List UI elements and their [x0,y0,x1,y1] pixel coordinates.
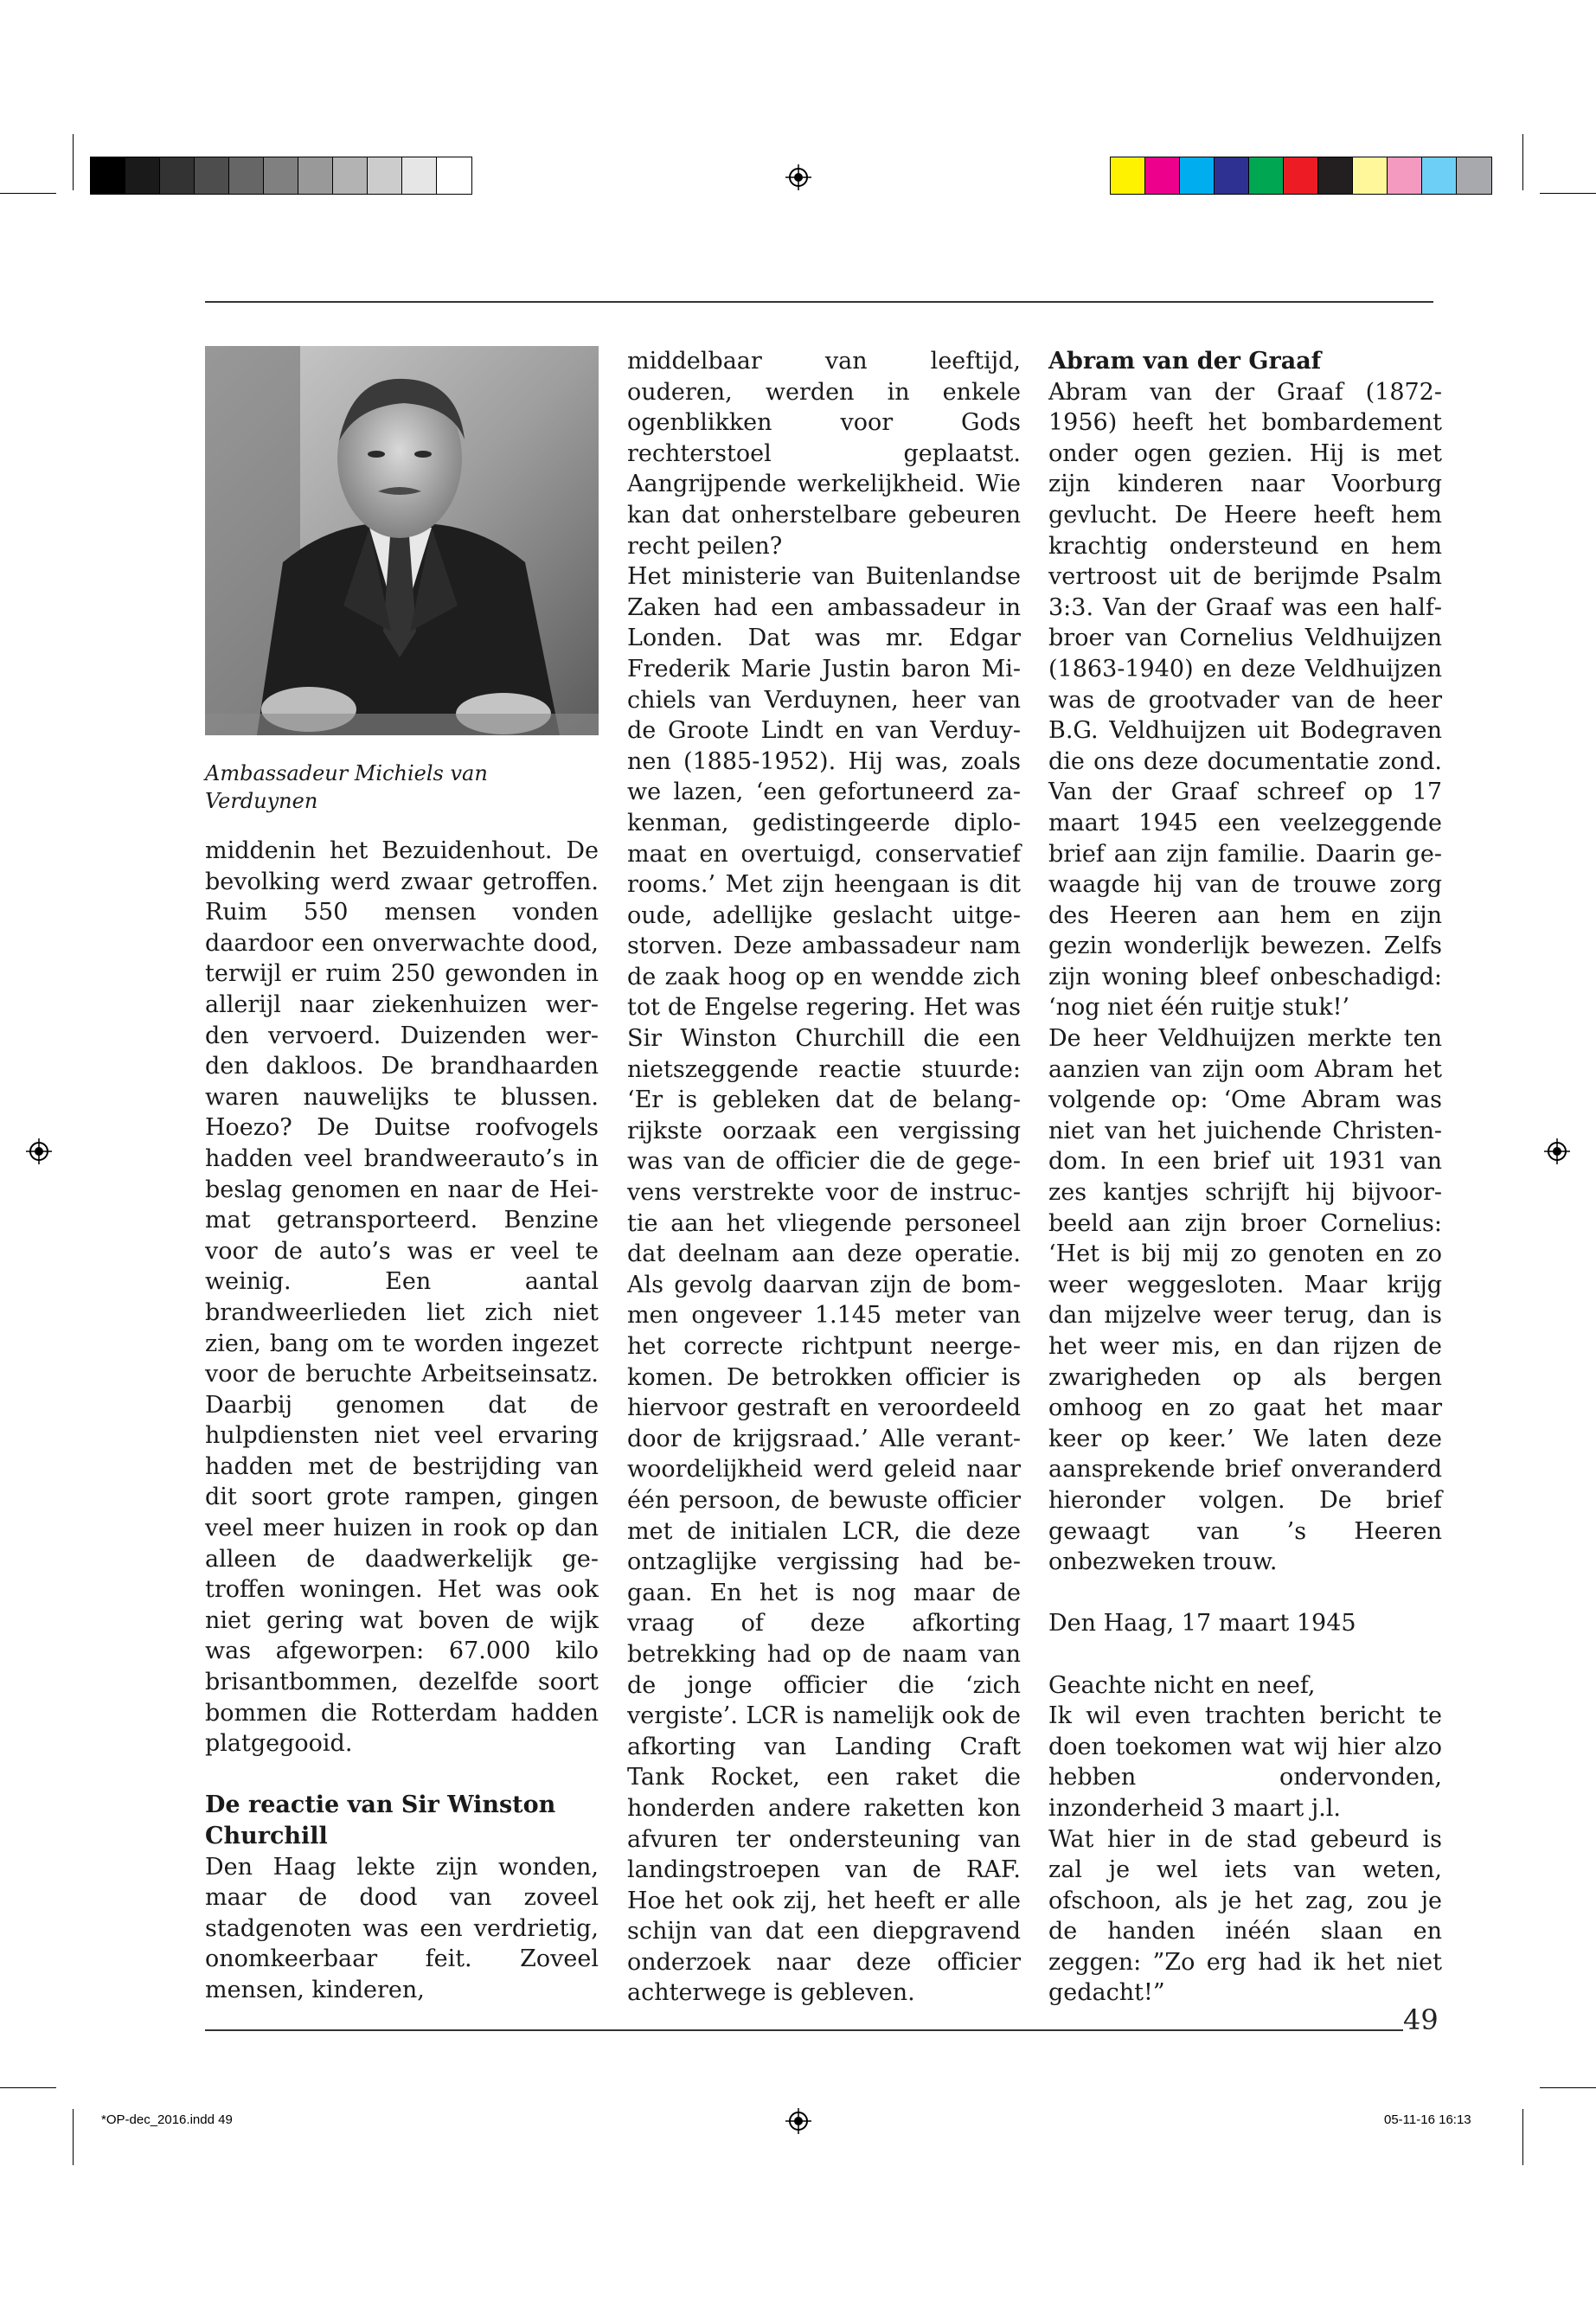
color-swatch [1145,157,1180,194]
color-swatch [437,157,471,194]
color-swatch [229,157,264,194]
slug-datetime: 05-11-16 16:13 [1384,2112,1471,2127]
registration-mark-icon [785,2108,811,2134]
column-1 [205,346,599,2006]
registration-mark-icon [26,1138,52,1164]
portrait-photo [205,346,599,735]
body-paragraph: middenin het Bezuidenhout. De bevolking werd zwaar getroffen. Ruim 550 mensen vonden daardoor een onverwachte dood, terwijl er ruim 250 gewonden in allerijl naar ziekenhuizen werden vervoerd. Duizenden werden dakloos. De brandhaarden waren nauwelijks te blussen. Hoezo? De Duitse roofvogels hadden veel brandweerauto’s in beslag genomen en naar de Heimat getransporteerd. Benzine voor de auto’s was er veel te weinig. Een aantal brandweerlieden liet zich niet zien, bang om te worden ingezet voor de beruchte Arbeitseinsatz. Daarbij genomen dat de hulpdiensten niet veel ervaring hadden met de bestrijding van dit soort grote rampen, gingen veel meer huizen in rook op dan alleen de daadwerkelijk getroffen woningen. Het was ook niet gering wat boven de wijk was afgeworpen: 67.000 kilo brisantbommen, dezelfde soort bommen die Rotterdam hadden platgegooid. [205,837,599,1758]
column-2 [627,346,1021,2009]
color-swatch [1353,157,1388,194]
color-swatch [333,157,368,194]
body-paragraph: Wat hier in de stad gebeurd is zal je wel iets van weten, ofschoon, als je het zag, zou je de handen inéén slaan en zeggen: ”Zo erg had ik het niet gedacht!” [1048,1825,1442,2007]
color-swatch [1284,157,1318,194]
body-paragraph: Den Haag lekte zijn wonden, maar de dood van zoveel stadgenoten was een verdrietig, onomkeerbaar feit. Zoveel mensen, kinderen, [205,1853,599,2003]
color-swatch [402,157,437,194]
body-paragraph: Het ministerie van Buitenlandse Zaken had een ambassadeur in Londen. Dat was mr. Edgar Frederik Marie Justin baron Michiels van Verduynen, heer van de Groote Lindt en van Verduynen (1885-1952). Hij was, zoals we lazen, ‘een gefortuneerd zakenman, gedistingeerde diplomaat en overtuigd, conservatief rooms.’ Met zijn heengaan is dit oude, adellijke geslacht uitgestorven. Deze ambassadeur nam de zaak hoog op en wendde zich tot de Engelse regering. Het was Sir Winston Churchill die een nietszeggende reactie stuurde: ‘Er is gebleken dat de belangrijkste oorzaak een vergissing was van de officier die de gegevens verstrekte voor de instructie aan het vliegende personeel dat deelnam aan deze operatie. Als gevolg daarvan zijn de bommen ongeveer 1.145 meter van het correcte richtpunt neergekomen. De betrokken officier is hiervoor gestraft en veroordeeld door de krijgsraad.’ Alle verantwoordelijkheid werd geleid naar één persoon, de bewuste officier met de initialen LCR, die deze ontzaglijke vergissing had begaan. En het is nog maar de vraag of deze afkorting betrekking had op de naam van de jonge officier die ‘zich vergiste’. LCR is namelijk ook de afkorting van Landing Craft Tank Rocket, een raket die honderden andere raketten kon afvuren ter ondersteuning van landingstroepen van de RAF. Hoe het ook zij, het heeft er alle schijn van dat een diepgravend onderzoek naar deze officier achterwege is gebleven. [627,563,1021,2007]
color-swatch [368,157,402,194]
color-swatch [1457,157,1491,194]
registration-mark-icon [785,164,811,190]
column-3 [1048,346,1442,2009]
body-paragraph: middelbaar van leeftijd, ouderen, werden in enkele ogenblikken voor Gods rechterstoel geplaatst. Aangrijpende werkelijkheid. Wie kan dat onherstelbare gebeuren recht peilen? [627,348,1021,560]
section-heading: Abram van der Graaf [1048,348,1322,375]
color-swatch [1111,157,1145,194]
body-paragraph: Abram van der Graaf (1872-1956) heeft het bombardement onder ogen gezien. Hij is met zijn kinderen naar Voorburg gevlucht. De Heere heeft hem krachtig ondersteund en hem vertroost uit de berijmde Psalm 3:3. Van der Graaf was een halfbroer van Cornelius Veldhuijzen (1863-1940) en deze Veldhuijzen was de grootvader van de heer B.G. Veldhuijzen uit Bodegraven die ons deze documentatie zond. Van der Graaf schreef op 17 maart 1945 een veelzeggende brief aan zijn familie. Daarin gewaagde hij van de trouwe zorg des Heeren aan hem en zijn gezin wonderlijk bewezen. Zelfs zijn woning bleef onbeschadigd: ‘nog niet één ruitje stuk!’ [1048,378,1442,1022]
color-swatch [1422,157,1457,194]
body-paragraph: Ik wil even trachten bericht te doen toekomen wat wij hier alzo hebben ondervonden, inzonderheid 3 maart j.l. [1048,1702,1442,1822]
color-swatch [1388,157,1422,194]
body-paragraph: De heer Veldhuijzen merkte ten aanzien van zijn oom Abram het volgende op: ‘Ome Abram was niet van het juichende Christendom. In een brief uit 1931 van zes kantjes schrijft hij bijvoorbeeld aan zijn broer Cornelius: ‘Het is bij mij zo genoten en zo weer weggesloten. Maar krijg dan mijzelve weer terug, dan is het weer mis, en dan rijzen de zwarigheden op als bergen omhoog en zo gaat het maar keer op keer.’ We laten deze aansprekende brief onveranderd hieronder volgen. De brief gewaagt van ’s Heeren onbezweken trouw. [1048,1025,1442,1576]
footer-rule [205,2029,1403,2031]
photo-caption: Ambassadeur Michiels van Verduynen [205,761,488,813]
section-heading: De reactie van Sir Winston Churchill [205,1791,556,1849]
registration-mark-icon [1544,1138,1570,1164]
color-swatch [195,157,229,194]
color-swatch [1180,157,1215,194]
color-swatch [125,157,160,194]
letter-date: Den Haag, 17 maart 1945 [1048,1610,1356,1638]
color-swatch [91,157,125,194]
color-swatch [1215,157,1249,194]
slug-filename: *OP-dec_2016.indd 49 [101,2112,233,2127]
color-swatch [1318,157,1353,194]
color-swatch [264,157,298,194]
letter-salutation: Geachte nicht en neef, [1048,1671,1316,1699]
header-rule [205,301,1433,303]
grayscale-calibration-strip [90,157,472,195]
color-swatch [160,157,195,194]
color-swatch [1249,157,1284,194]
color-swatch [298,157,333,194]
portrait-illustration [205,346,599,735]
color-calibration-strip [1110,157,1492,195]
page-number: 49 [1403,2003,1439,2036]
